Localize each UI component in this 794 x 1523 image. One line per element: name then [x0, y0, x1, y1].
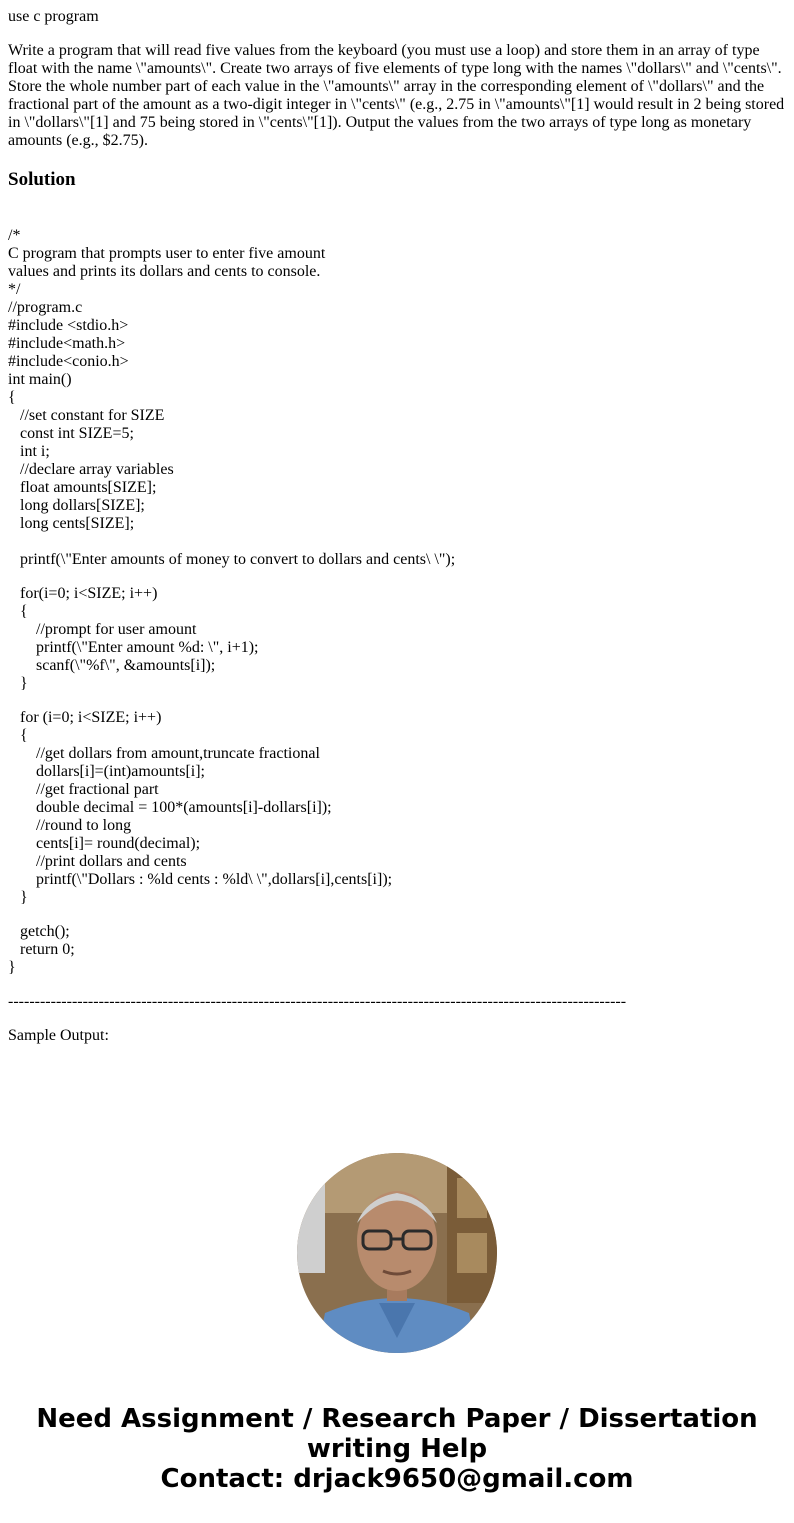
code-line: /* — [8, 227, 21, 244]
code-line: return 0; — [8, 941, 75, 958]
code-line: int main() — [8, 371, 72, 388]
code-line: long dollars[SIZE]; — [8, 497, 145, 514]
solution-heading: Solution — [8, 169, 76, 190]
code-line: scanf(\"%f\", &amounts[i]); — [8, 657, 216, 674]
code-line: printf(\"Dollars : %ld cents : %ld\ \",dollars[i],cents[i]); — [8, 871, 393, 888]
code-line: //prompt for user amount — [8, 621, 197, 638]
code-line: { — [8, 389, 16, 406]
code-line: int i; — [8, 443, 50, 460]
code-line: values and prints its dollars and cents to console. — [8, 263, 321, 280]
separator-line: -------------------------------------------------------------------------------------------------------------------- — [8, 993, 627, 1010]
code-line: #include<math.h> — [8, 335, 126, 352]
code-line: double decimal = 100*(amounts[i]-dollars[i]); — [8, 799, 332, 816]
author-photo — [297, 1153, 497, 1353]
banner-line-2: writing Help — [306, 1434, 488, 1464]
author-portrait — [297, 1153, 497, 1353]
code-line: //set constant for SIZE — [8, 407, 165, 424]
code-line: printf(\"Enter amounts of money to convert to dollars and cents\ \"); — [8, 551, 456, 568]
code-line: #include <stdio.h> — [8, 317, 129, 334]
code-line: //program.c — [8, 299, 83, 316]
code-line: //get fractional part — [8, 781, 159, 798]
code-line: printf(\"Enter amount %d: \", i+1); — [8, 639, 259, 656]
question-title: use c program — [8, 8, 99, 25]
code-line: float amounts[SIZE]; — [8, 479, 157, 496]
code-line: } — [8, 889, 28, 906]
banner-contact: Contact: drjack9650@gmail.com — [160, 1464, 634, 1494]
code-line: #include<conio.h> — [8, 353, 129, 370]
sample-output-label: Sample Output: — [8, 1027, 109, 1044]
banner-line-1: Need Assignment / Research Paper / Dissertation — [36, 1404, 758, 1434]
code-line: { — [8, 727, 28, 744]
code-line: C program that prompts user to enter five amount — [8, 245, 326, 262]
code-line: for (i=0; i<SIZE; i++) — [8, 709, 162, 726]
code-line: getch(); — [8, 923, 70, 940]
code-line: } — [8, 675, 28, 692]
code-line: for(i=0; i<SIZE; i++) — [8, 585, 158, 602]
code-line: //print dollars and cents — [8, 853, 187, 870]
code-line: //get dollars from amount,truncate fractional — [8, 745, 320, 762]
code-line: long cents[SIZE]; — [8, 515, 135, 532]
question-body: Write a program that will read five values from the keyboard (you must use a loop) and store them in an array of type float with the name \"amounts\". Create two arrays of five elements of type long with the names \"dollars\" and \"cents\". Store the whole number part of each value in the \"amounts\" array in the corresponding element of \"dollars\" and the fractional part of the amount as a two-digit integer in \"cents\" (e.g., 2.75 in \"amounts\"[1] would result in 2 being stored in \"dollars\"[1] and 75 being stored in \"cents\"[1]). Output the values from the two arrays of type long as monetary amounts (e.g., $2.75). — [8, 42, 785, 149]
code-line: } — [8, 959, 16, 976]
code-line: { — [8, 603, 28, 620]
code-line: //declare array variables — [8, 461, 174, 478]
code-line: dollars[i]=(int)amounts[i]; — [8, 763, 205, 780]
code-line: cents[i]= round(decimal); — [8, 835, 201, 852]
code-line: */ — [8, 281, 21, 298]
code-line: const int SIZE=5; — [8, 425, 134, 442]
code-line: //round to long — [8, 817, 132, 834]
